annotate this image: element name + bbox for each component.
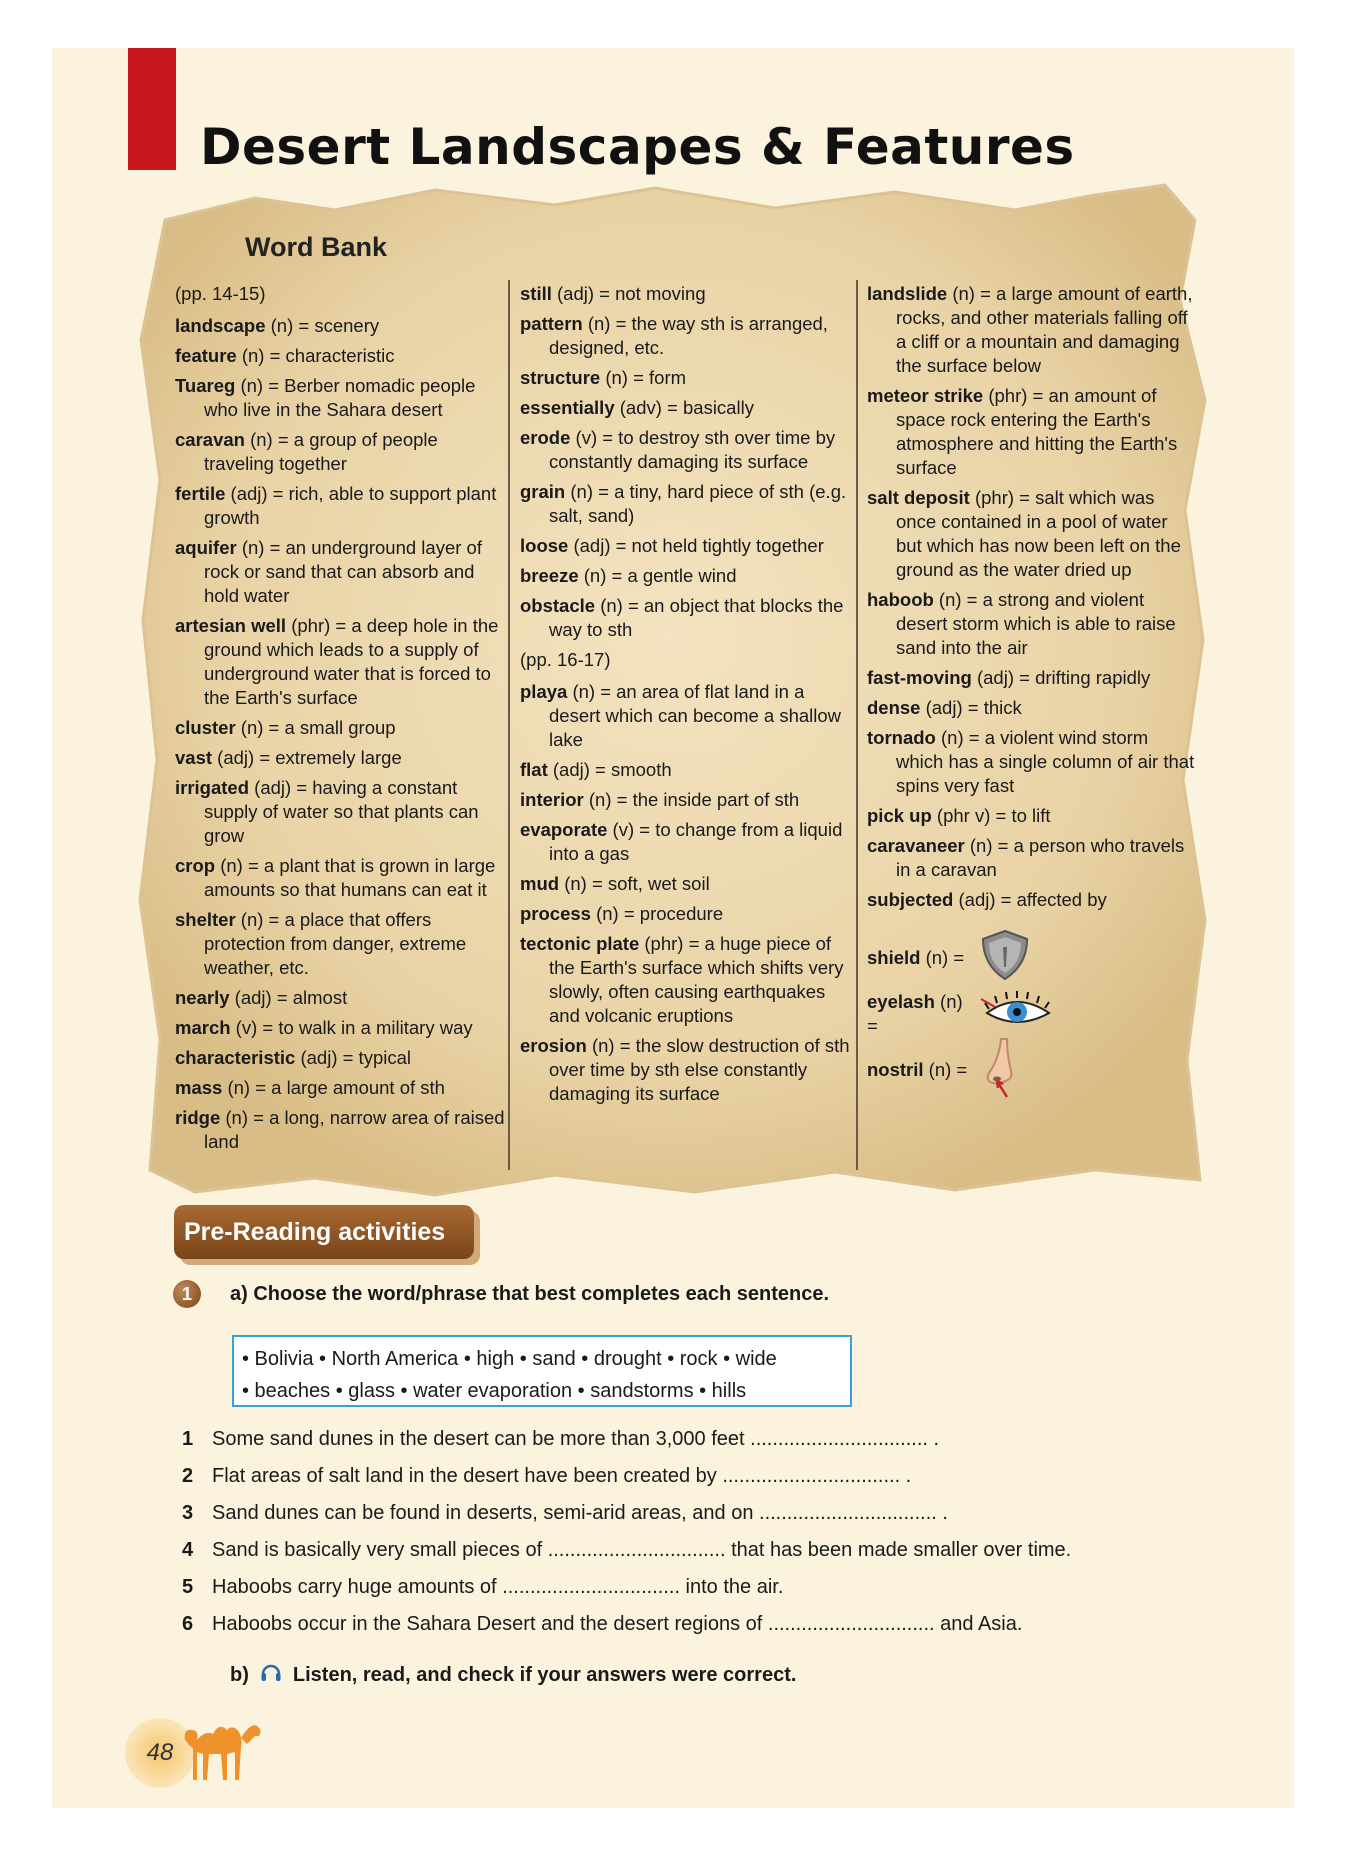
word-definition: (adj) = smooth: [547, 759, 672, 780]
word-definition: (n) = a large amount of sth: [222, 1077, 445, 1098]
word-definition: (adj) = extremely large: [212, 747, 402, 768]
word-definition: (n) =: [867, 991, 963, 1036]
word-entry: [175, 854, 505, 902]
sentence-number: 2: [182, 1465, 194, 1487]
word-term: breeze: [520, 565, 579, 586]
word-term: interior: [520, 789, 584, 810]
column-divider: [856, 280, 858, 1170]
word-entry: [175, 482, 505, 530]
word-entry: [867, 486, 1197, 582]
word-entry: [175, 776, 505, 848]
word-term: mass: [175, 1077, 223, 1098]
word-bank-column-1: [175, 282, 505, 1160]
word-definition: (n) =: [920, 947, 965, 968]
word-definition: (n) = the slow destruction of sth over time by sth else constantly damaging its surface: [549, 1035, 850, 1104]
word-entry: [175, 1106, 505, 1154]
word-entry: [520, 396, 855, 420]
pre-reading-tag: Pre-Reading activities: [174, 1205, 474, 1259]
word-definition: (n) = a long, narrow area of raised land: [204, 1107, 505, 1152]
sentence-text: Haboobs occur in the Sahara Desert and the desert regions of .............................. and Asia.: [212, 1613, 1023, 1635]
word-term: march: [175, 1017, 231, 1038]
word-entry: [175, 374, 505, 422]
word-term: salt deposit: [867, 487, 970, 508]
word-definition: (adj) = not moving: [551, 283, 706, 304]
exercise-number: 1: [173, 1280, 201, 1308]
word-definition: (n) = procedure: [590, 903, 724, 924]
word-entry: [867, 804, 1197, 828]
word-definition: (adj) = having a constant supply of water so that plants can grow: [204, 777, 479, 846]
word-term: erosion: [520, 1035, 587, 1056]
word-term: process: [520, 903, 591, 924]
title-accent-bar: [128, 48, 176, 170]
sentence-number: 6: [182, 1613, 194, 1635]
sentence-number: 1: [182, 1428, 194, 1450]
word-definition: (n) = a small group: [235, 717, 396, 738]
word-term: loose: [520, 535, 569, 556]
word-definition: (n) = a violent wind storm which has a single column of air that spins very fast: [896, 727, 1195, 796]
word-term: shelter: [175, 909, 236, 930]
word-definition: (n) = a group of people traveling together: [204, 429, 438, 474]
word-entry: [175, 716, 505, 740]
word-term: tectonic plate: [520, 933, 640, 954]
word-term: eyelash: [867, 991, 935, 1012]
word-entry: [520, 932, 855, 1028]
word-definition: (phr) = an amount of space rock entering the Earth's atmosphere and hitting the Earth's surface: [896, 385, 1178, 478]
word-entry: [867, 696, 1197, 720]
instruction-b-label: b): [230, 1663, 249, 1686]
picture-entry-label: [867, 990, 977, 1038]
word-entry: [520, 680, 855, 752]
options-line: • beaches • glass • water evaporation • sandstorms • hills: [242, 1380, 747, 1402]
word-term: evaporate: [520, 819, 608, 840]
word-term: crop: [175, 855, 216, 876]
word-term: shield: [867, 947, 921, 968]
word-definition: (v) = to walk in a military way: [230, 1017, 473, 1038]
word-term: obstacle: [520, 595, 596, 616]
eye-icon: [977, 989, 1057, 1039]
word-definition: (v) = to destroy sth over time by constantly damaging its surface: [549, 427, 836, 472]
word-entry: [175, 1016, 505, 1040]
word-term: dense: [867, 697, 921, 718]
word-definition: (n) = a large amount of earth, rocks, and other materials falling off a cliff or a mountain and damaging the surface below: [896, 283, 1193, 376]
word-definition: (n) = a strong and violent desert storm which is able to raise sand into the air: [896, 589, 1176, 658]
picture-entry: [867, 986, 1197, 1042]
sentence-number: 4: [182, 1539, 194, 1561]
word-entry: [520, 788, 855, 812]
word-definition: (n) = a plant that is grown in large amounts so that humans can eat it: [204, 855, 496, 900]
sentence-text: Sand dunes can be found in deserts, semi-arid areas, and on ................................ .: [212, 1502, 948, 1524]
instruction-b: [230, 1660, 796, 1690]
word-term: irrigated: [175, 777, 250, 798]
sentence-text: Sand is basically very small pieces of ................................ that has been made smaller over time.: [212, 1539, 1072, 1561]
word-term: fast-moving: [867, 667, 972, 688]
word-entry: [175, 746, 505, 770]
shield-icon: [977, 927, 1033, 989]
word-entry: [520, 818, 855, 866]
word-term: fertile: [175, 483, 226, 504]
word-bank-column-2: [520, 282, 855, 1112]
word-term: grain: [520, 481, 566, 502]
word-entry: [520, 366, 855, 390]
word-term: flat: [520, 759, 548, 780]
word-entry: [175, 614, 505, 710]
word-entry: [867, 282, 1197, 378]
word-term: landslide: [867, 283, 948, 304]
picture-entry: [867, 1042, 1197, 1098]
word-definition: (n) = form: [600, 367, 687, 388]
word-definition: (adj) = not held tightly together: [568, 535, 824, 556]
page-range: (pp. 16-17): [520, 649, 611, 670]
word-term: structure: [520, 367, 601, 388]
word-definition: (phr v) = to lift: [931, 805, 1051, 826]
word-entry: [175, 986, 505, 1010]
sentence-text: Haboobs carry huge amounts of ................................ into the air.: [212, 1576, 784, 1598]
word-definition: (n) = an object that blocks the way to sth: [549, 595, 844, 640]
word-entry: [520, 1034, 855, 1106]
word-entry: [520, 872, 855, 896]
word-definition: (adj) = affected by: [953, 889, 1107, 910]
word-definition: (n) = the way sth is arranged, designed, etc.: [549, 313, 828, 358]
word-term: feature: [175, 345, 237, 366]
word-term: nostril: [867, 1059, 924, 1080]
word-entry: [175, 428, 505, 476]
page-range: (pp. 14-15): [175, 283, 266, 304]
word-definition: (phr) = salt which was once contained in a pool of water but which has now been left on the ground as the water dried up: [896, 487, 1181, 580]
word-entry: [867, 588, 1197, 660]
word-definition: (n) = an area of flat land in a desert which can become a shallow lake: [549, 681, 842, 750]
word-term: haboob: [867, 589, 934, 610]
word-term: ridge: [175, 1107, 221, 1128]
word-bank-column-3: [867, 282, 1197, 1098]
instruction-a: a) Choose the word/phrase that best completes each sentence.: [230, 1283, 830, 1305]
word-term: pattern: [520, 313, 583, 334]
word-entry: [520, 480, 855, 528]
word-definition: (n) = scenery: [265, 315, 380, 336]
word-definition: (adj) = drifting rapidly: [971, 667, 1151, 688]
word-entry: [867, 888, 1197, 912]
word-entry: [867, 834, 1197, 882]
word-term: caravaneer: [867, 835, 965, 856]
word-definition: (adv) = basically: [614, 397, 754, 418]
word-term: still: [520, 283, 552, 304]
word-definition: (v) = to change from a liquid into a gas: [549, 819, 843, 864]
word-definition: (adj) = almost: [229, 987, 348, 1008]
word-term: playa: [520, 681, 568, 702]
word-entry: [867, 384, 1197, 480]
word-definition: (phr) = a deep hole in the ground which leads to a supply of underground water that is forced to the Earth's surface: [204, 615, 499, 708]
word-term: vast: [175, 747, 213, 768]
word-definition: (phr) = a huge piece of the Earth's surface which shifts very slowly, often causing earthquakes and volcanic eruptions: [549, 933, 844, 1026]
word-entry: [175, 1076, 505, 1100]
word-term: characteristic: [175, 1047, 296, 1068]
page-title: Desert Landscapes & Features: [200, 118, 1075, 176]
word-entry: [520, 426, 855, 474]
word-definition: (n) = characteristic: [236, 345, 395, 366]
options-line: • Bolivia • North America • high • sand • drought • rock • wide: [242, 1348, 777, 1370]
word-term: subjected: [867, 889, 954, 910]
picture-entry: [867, 930, 1197, 986]
word-definition: (n) = a gentle wind: [578, 565, 737, 586]
word-term: erode: [520, 427, 571, 448]
word-entry: [867, 726, 1197, 798]
word-definition: (n) =: [923, 1059, 968, 1080]
word-term: caravan: [175, 429, 245, 450]
word-entry: [867, 666, 1197, 690]
word-definition: (adj) = thick: [920, 697, 1022, 718]
camel-icon: [175, 1700, 265, 1790]
word-term: pick up: [867, 805, 932, 826]
nose-icon: [977, 1035, 1027, 1105]
options-box: [232, 1335, 852, 1407]
word-term: meteor strike: [867, 385, 984, 406]
column-divider: [508, 280, 510, 1170]
word-term: cluster: [175, 717, 236, 738]
word-term: mud: [520, 873, 560, 894]
word-entry: [175, 908, 505, 980]
word-term: tornado: [867, 727, 936, 748]
word-entry: [520, 902, 855, 926]
word-entry: [520, 758, 855, 782]
word-term: landscape: [175, 315, 266, 336]
word-bank-heading: Word Bank: [245, 232, 388, 262]
instruction-b-text: Listen, read, and check if your answers were correct.: [292, 1663, 797, 1686]
sentence-text: Flat areas of salt land in the desert have been created by ................................ .: [212, 1465, 912, 1487]
headphones-icon[interactable]: [259, 1660, 283, 1690]
sentence-number: 3: [182, 1502, 194, 1524]
word-definition: (n) = soft, wet soil: [559, 873, 710, 894]
word-definition: (n) = a person who travels in a caravan: [896, 835, 1185, 880]
word-entry: [520, 312, 855, 360]
word-entry: [520, 282, 855, 306]
word-entry: [175, 344, 505, 368]
word-term: essentially: [520, 397, 615, 418]
sentence-text: Some sand dunes in the desert can be more than 3,000 feet ................................ .: [212, 1428, 940, 1450]
word-definition: (n) = the inside part of sth: [583, 789, 800, 810]
word-term: aquifer: [175, 537, 237, 558]
word-definition: (n) = Berber nomadic people who live in the Sahara desert: [204, 375, 476, 420]
sentence-number: 5: [182, 1576, 194, 1598]
word-entry: [175, 1046, 505, 1070]
word-definition: (adj) = typical: [295, 1047, 411, 1068]
word-entry: [520, 594, 855, 642]
word-definition: (n) = an underground layer of rock or sand that can absorb and hold water: [204, 537, 482, 606]
word-definition: (n) = a tiny, hard piece of sth (e.g. salt, sand): [549, 481, 847, 526]
picture-entry-label: [867, 946, 977, 970]
word-entry: [520, 564, 855, 588]
word-definition: (adj) = rich, able to support plant growth: [204, 483, 497, 528]
word-term: nearly: [175, 987, 230, 1008]
word-definition: (n) = a place that offers protection from danger, extreme weather, etc.: [204, 909, 467, 978]
word-entry: [175, 314, 505, 338]
word-term: Tuareg: [175, 375, 236, 396]
word-entry: [175, 536, 505, 608]
word-term: artesian well: [175, 615, 287, 636]
page-number: 48: [125, 1718, 195, 1788]
picture-entry-label: [867, 1058, 977, 1082]
word-entry: [520, 534, 855, 558]
